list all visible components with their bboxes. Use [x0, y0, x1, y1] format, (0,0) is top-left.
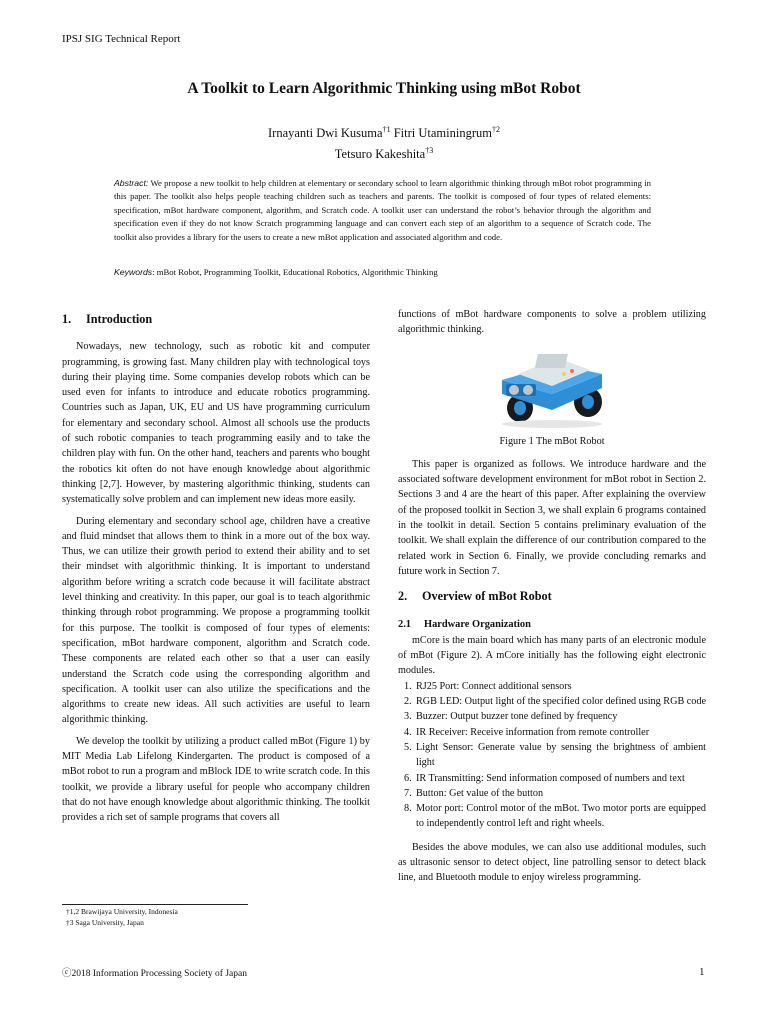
footnote: †1,2 Brawijaya University, Indonesia: [66, 907, 178, 916]
list-number: 2.: [404, 696, 412, 708]
list-number: 8.: [404, 803, 412, 815]
section-title: Overview of mBot Robot: [422, 589, 552, 604]
paragraph: Nowadays, new technology, such as robotic kit and computer programming, is growing fast. Many children play with technological toys during their playing time. Some companies develop robots which can be used even for infants to introduce and educate robotics programming. Countries such as Japan, UK, EU and US have programming curriculum for elementary and secondary school. Almost all schools use the products of such robotic companies to teach programming easily and to take the children play with fun. On the other hand, teachers and parents who bought the robotics kit often do not have enough knowledge about algorithmic thinking [2,7]. However, by mastering algorithmic thinking, students can systematically solve problem and can implement new ideas more easily.: [62, 341, 370, 506]
list-item: [398, 771, 706, 786]
section-heading-introduction: [62, 312, 370, 327]
copyright-notice: ⓒ2018 Information Processing Society of Japan: [62, 969, 247, 979]
subsection-number: 2.1: [398, 618, 411, 630]
paragraph: This paper is organized as follows. We introduce hardware and the associated software development environment for mBot robot in Section 2. Sections 3 and 4 are the heart of this paper. After explaining the overview of the proposed toolkit in Section 3, we shall explain 6 programs contained in the toolkit in detail. Section 5 contains preliminary evaluation of the toolkit. We shall explain the difference of our contribution compared to the related work in Section 6. Finally, we provide concluding remarks and future work in Section 7.: [398, 458, 706, 577]
paragraph: During elementary and secondary school age, children have a creative and fluid mindset that allows them to think in a more out of the box way. Thus, we can utilize their growth period to extend their ability and to set their mindset with algorithmic thinking. It is important to understand algorithm before writing a scratch code because it will facilitate abstract level thinking and creativity. In this paper, our goal is to teach algorithmic thinking through robot programming. We propose a programming toolkit for this purpose. The toolkit is composed of four types of elements: specification, mBot hardware component, algorithm and Scratch code. These components are related each other so that a user can easily understand the Scratch code using the corresponding algorithm and specification. A toolkit user can also utilize the specifications and the algorithms to create new ideas. All such activities are useful to learn algorithmic thinking.: [62, 515, 370, 726]
abstract-label: Abstract:: [114, 178, 149, 188]
paper-title: A Toolkit to Learn Algorithmic Thinking using mBot Robot: [187, 80, 581, 97]
page-number: 1: [699, 966, 705, 978]
list-text: Motor port: Control motor of the mBot. Two motor ports are equipped to independently control left and right wheels.: [416, 803, 706, 830]
mbot-robot-photo: [490, 344, 614, 430]
list-item: [398, 786, 706, 801]
list-number: 3.: [404, 711, 412, 723]
list-item: [398, 740, 706, 771]
list-text: IR Transmitting: Send information composed of numbers and text: [416, 772, 685, 784]
abstract-text: We propose a new toolkit to help children at elementary or secondary school to learn algorithmic thinking through mBot robot programming in this paper. The toolkit also helps people teaching children such as teachers and parents. The toolkit is composed of four types of related elements: specification, mBot hardware component, algorithm, and Scratch code. A toolkit user can understand the robot’s behavior through the algorithm and specification even if they do not know Scratch programming language and can convert each step of an algorithm to a sequence of Scratch code. The toolkit also provides a library for the users to create a new mBot application and associated algorithm and code.: [114, 178, 651, 242]
section-title: Introduction: [86, 312, 153, 326]
author-list: [0, 121, 768, 163]
list-number: 1.: [404, 680, 412, 692]
paragraph: Besides the above modules, we can also use additional modules, such as ultrasonic sensor to detect object, line patrolling sensor to detect black line, and Bluetooth module to enjoy wireless programming.: [398, 841, 706, 884]
author-mark: †1: [382, 125, 391, 134]
keywords-label: Keywords: [114, 267, 153, 277]
paragraph: mCore is the main board which has many parts of an electronic module of mBot (Figure 2). A mCore initially has the following eight electronic modules.: [398, 634, 706, 677]
list-number: 4.: [404, 726, 412, 738]
list-item: [398, 679, 706, 694]
keywords: [114, 267, 651, 277]
footnote: †3 Saga University, Japan: [66, 917, 144, 927]
subsection-title: Hardware Organization: [424, 618, 531, 630]
author-name: Tetsuro Kakeshita: [334, 147, 426, 162]
list-item: [398, 725, 706, 740]
abstract: [114, 177, 651, 244]
list-item: [398, 801, 706, 832]
list-number: 5.: [404, 741, 412, 753]
running-head: IPSJ SIG Technical Report: [62, 33, 181, 45]
footnotes: [66, 907, 178, 928]
left-column: [62, 307, 370, 826]
paragraph: functions of mBot hardware components to solve a problem utilizing algorithmic thinking.: [398, 309, 706, 336]
author-mark: †3: [425, 146, 434, 156]
section-heading-overview: [398, 589, 706, 604]
figure-caption: Figure 1 The mBot Robot: [499, 435, 605, 447]
subsection-heading: [398, 617, 706, 632]
right-column: [398, 307, 706, 886]
keywords-text: : mBot Robot, Programming Toolkit, Educational Robotics, Algorithmic Thinking: [152, 267, 438, 277]
footnote-divider: [62, 904, 248, 905]
section-number: 1.: [62, 312, 72, 326]
list-text: Light Sensor: Generate value by sensing the brightness of ambient light: [416, 741, 706, 769]
author-mark: †2: [491, 125, 500, 134]
list-item: [398, 709, 706, 724]
list-text: Button: Get value of the button: [416, 787, 544, 799]
author-name: Irnayanti Dwi Kusuma: [268, 126, 383, 141]
list-text: RGB LED: Output light of the specified color defined using RGB code: [416, 696, 707, 708]
list-number: 6.: [404, 772, 412, 784]
author-name: Fitri Utaminingrum: [393, 126, 492, 141]
list-text: Buzzer: Output buzzer tone defined by frequency: [416, 711, 618, 723]
figure-1: [398, 344, 706, 430]
list-text: RJ25 Port: Connect additional sensors: [416, 680, 572, 692]
module-list: [398, 679, 706, 832]
list-text: IR Receiver: Receive information from remote controller: [416, 726, 650, 738]
paragraph: We develop the toolkit by utilizing a product called mBot (Figure 1) by MIT Media Lab Lifelong Kindergarten. The product is composed of a mBot robot to run a program and mBlock IDE to write scratch code. In this toolkit, we provide a library useful for people who accompany children that do not have enough knowledge about algorithmic thinking. The toolkit provides a rich set of sample programs that covers all: [62, 735, 370, 824]
list-item: [398, 694, 706, 709]
list-number: 7.: [404, 787, 412, 799]
section-number: 2.: [398, 589, 408, 604]
